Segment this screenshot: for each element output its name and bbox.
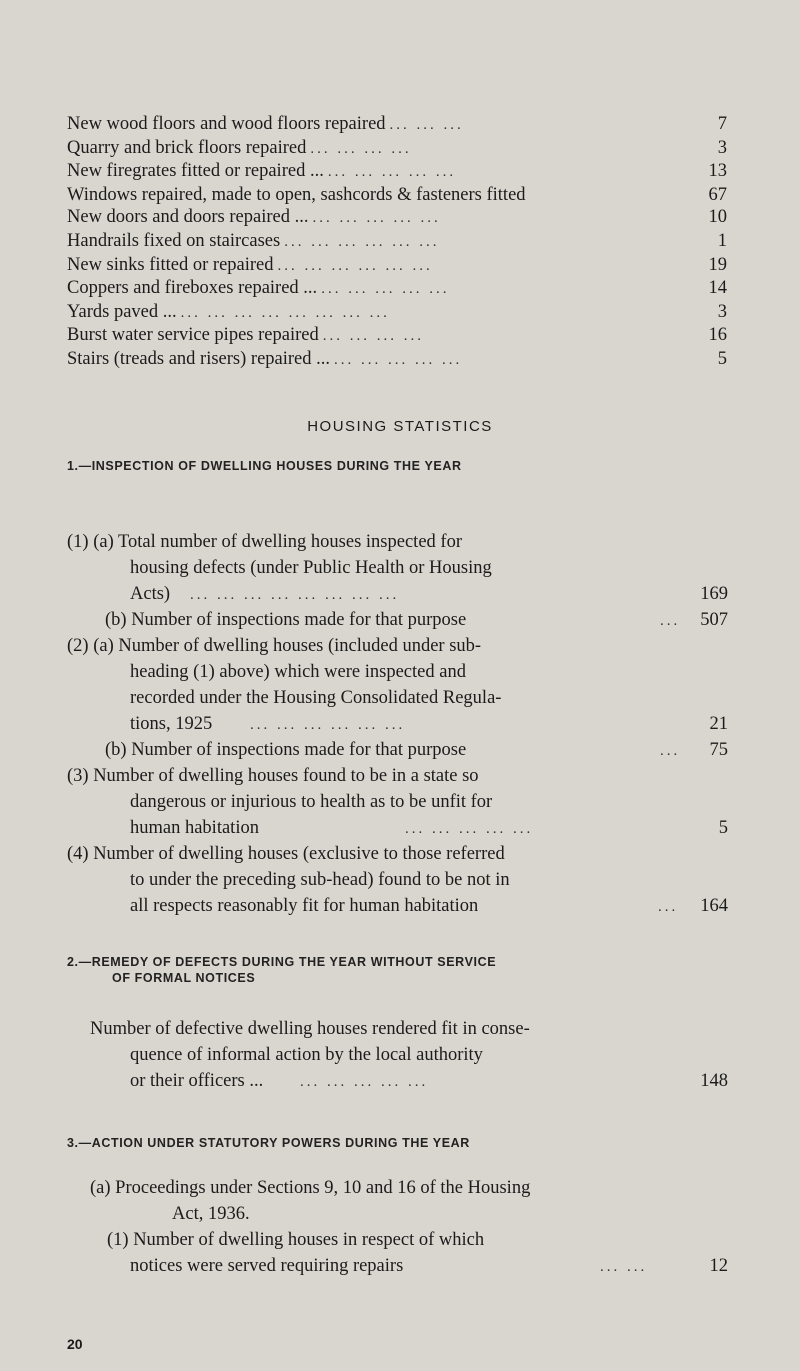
- dot-leader: ... ... ... ... ... ... ... ...: [180, 304, 390, 321]
- dot-leader: ... ... ... ... ... ...: [250, 717, 406, 733]
- section-2-value: 148: [700, 1071, 728, 1091]
- item-3-line: (3) Number of dwelling houses found to be in a state so: [67, 766, 479, 786]
- item-label: Coppers and fireboxes repaired ...: [67, 278, 318, 299]
- list-item: [67, 254, 727, 278]
- section-2-title-line: OF FORMAL NOTICES: [112, 971, 256, 985]
- list-item: [67, 113, 727, 137]
- section-3-line: Act, 1936.: [172, 1204, 250, 1224]
- item-label: New doors and doors repaired ...: [67, 207, 309, 228]
- item-2a-line: heading (1) above) which were inspected and: [130, 662, 466, 682]
- page-number: 20: [67, 1336, 83, 1352]
- item-label: New firegrates fitted or repaired ...: [67, 161, 324, 182]
- item-2a-value: 21: [709, 714, 728, 734]
- list-item: [67, 160, 727, 184]
- repairs-list: [67, 113, 727, 372]
- dot-leader: ... ... ...: [389, 117, 464, 133]
- section-3-line: (a) Proceedings under Sections 9, 10 and 16 of the Housing: [90, 1178, 531, 1198]
- dot-leader: ...: [660, 743, 681, 759]
- item-label: Quarry and brick floors repaired: [67, 137, 307, 158]
- section-2-line: quence of informal action by the local authority: [130, 1045, 483, 1065]
- item-1a-line: (1) (a) Total number of dwelling houses inspected for: [67, 532, 462, 552]
- item-label: Stairs (treads and risers) repaired ...: [67, 348, 331, 369]
- item-value: 10: [708, 207, 727, 228]
- list-item: [67, 301, 727, 325]
- dot-leader: ... ... ... ... ...: [321, 281, 450, 298]
- section-3-heading: 3.—ACTION UNDER STATUTORY POWERS DURING THE YEAR: [67, 1136, 470, 1150]
- item-value: 16: [708, 325, 727, 346]
- item-label: Burst water service pipes repaired: [67, 325, 319, 346]
- list-item: [67, 184, 727, 207]
- dot-leader: ... ... ... ...: [322, 328, 424, 345]
- section-3-line: (1) Number of dwelling houses in respect of which: [107, 1230, 485, 1250]
- item-label: Windows repaired, made to open, sashcords & fasteners fitted: [67, 184, 526, 205]
- page-title: HOUSING STATISTICS: [307, 418, 493, 435]
- item-4-value: 164: [700, 896, 728, 916]
- list-item: [67, 324, 727, 348]
- list-item: [67, 230, 727, 254]
- item-value: 19: [708, 254, 727, 275]
- item-value: 3: [717, 137, 727, 158]
- section-2-title-line: 2.—REMEDY OF DEFECTS DURING THE YEAR WITHOUT SERVICE: [67, 955, 497, 969]
- item-1a-line: Acts): [130, 584, 171, 604]
- item-3-line: human habitation: [130, 818, 259, 838]
- dot-leader: ...: [660, 613, 681, 629]
- list-item: [67, 348, 727, 372]
- item-label: New wood floors and wood floors repaired: [67, 114, 386, 134]
- section-3-line: notices were served requiring repairs: [130, 1256, 404, 1276]
- item-4-line: to under the preceding sub-head) found to be not in: [130, 870, 510, 890]
- item-label: New sinks fitted or repaired: [67, 254, 274, 275]
- item-3-value: 5: [718, 818, 728, 838]
- item-label: Handrails fixed on staircases: [67, 230, 281, 251]
- dot-leader: ... ...: [600, 1259, 648, 1275]
- dot-leader: ... ... ... ... ... ... ... ...: [190, 587, 400, 603]
- list-item: [67, 277, 727, 301]
- item-2a-line: (2) (a) Number of dwelling houses (included under sub-: [67, 636, 482, 656]
- list-item: [67, 206, 727, 230]
- section-2-line: or their officers ...: [130, 1071, 264, 1091]
- item-3-line: dangerous or injurious to health as to be unfit for: [130, 792, 493, 812]
- item-1a-line: housing defects (under Public Health or Housing: [130, 558, 492, 578]
- item-1b-value: 507: [700, 610, 728, 630]
- item-4-line: (4) Number of dwelling houses (exclusive to those referred: [67, 844, 505, 864]
- dot-leader: ... ... ... ... ... ...: [284, 233, 440, 250]
- list-item: [67, 137, 727, 161]
- section-2-line: Number of defective dwelling houses rendered fit in conse-: [90, 1019, 530, 1039]
- item-2b-label: (b) Number of inspections made for that purpose: [105, 740, 467, 760]
- item-1a-value: 169: [700, 584, 728, 604]
- dot-leader: ... ... ... ... ...: [327, 164, 457, 181]
- item-value: 1: [717, 230, 727, 251]
- item-value: 67: [708, 184, 727, 205]
- item-value: 13: [708, 161, 727, 182]
- item-1b-label: (b) Number of inspections made for that purpose: [105, 610, 467, 630]
- item-2b-value: 75: [709, 740, 728, 760]
- dot-leader: ... ... ... ... ...: [300, 1074, 429, 1090]
- dot-leader: ... ... ... ... ... ...: [277, 257, 433, 274]
- item-value: 7: [717, 114, 727, 134]
- item-value: 14: [708, 278, 727, 299]
- dot-leader: ... ... ... ... ...: [405, 821, 534, 837]
- dot-leader: ... ... ... ...: [310, 140, 412, 157]
- dot-leader: ... ... ... ... ...: [312, 210, 441, 227]
- dot-leader: ... ... ... ... ...: [334, 351, 463, 368]
- item-value: 5: [717, 348, 727, 369]
- section-1-heading: 1.—INSPECTION OF DWELLING HOUSES DURING THE YEAR: [67, 459, 462, 473]
- dot-leader: ...: [658, 899, 679, 915]
- item-2a-line: recorded under the Housing Consolidated Regula-: [130, 688, 502, 708]
- item-label: Yards paved ...: [67, 301, 177, 322]
- item-2a-line: tions, 1925: [130, 714, 213, 734]
- section-3-value: 12: [709, 1256, 728, 1276]
- item-4-line: all respects reasonably fit for human habitation: [130, 896, 479, 916]
- item-value: 3: [717, 301, 727, 322]
- section-2-heading: [67, 955, 496, 985]
